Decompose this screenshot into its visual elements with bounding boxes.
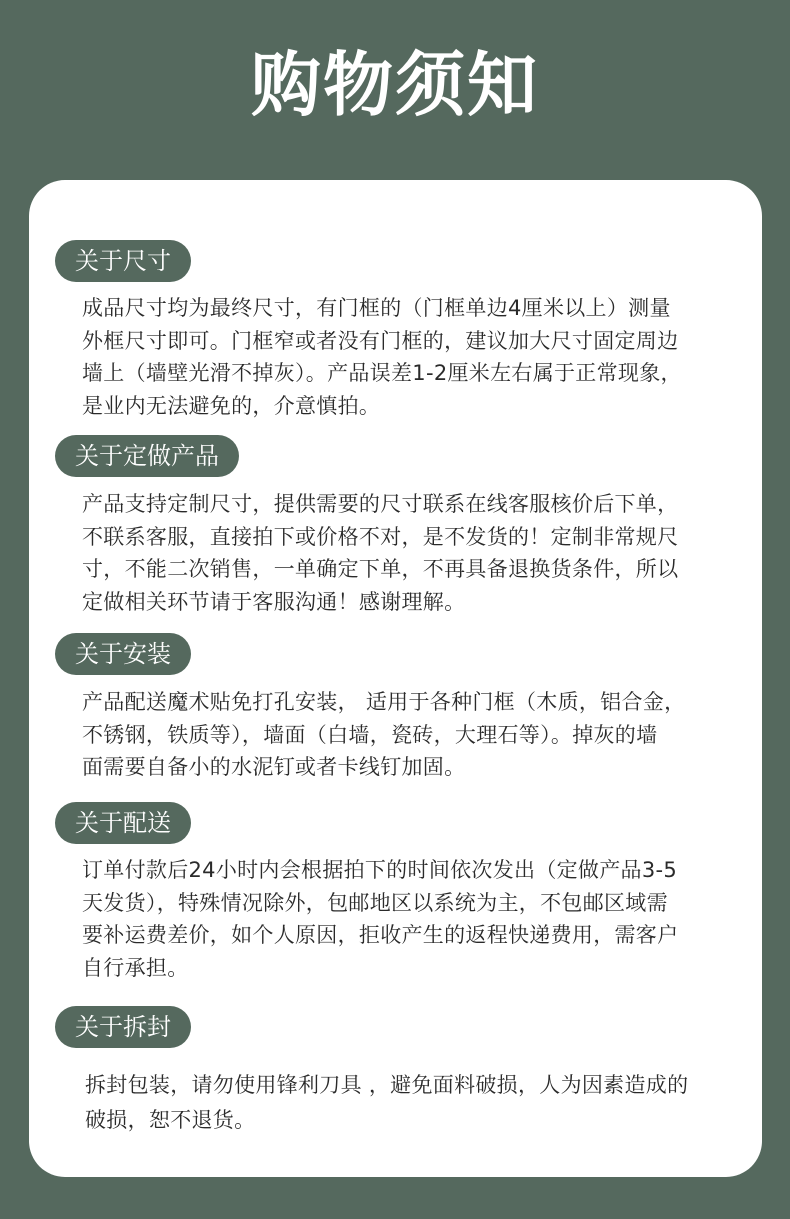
body-line: 墙上（墙壁光滑不掉灰）。产品误差1-2厘米左右属于正常现象， xyxy=(82,361,682,385)
section-body-delivery xyxy=(82,854,742,984)
body-line: 要补运费差价，如个人原因，拒收产生的返程快递费用，需客户 xyxy=(82,923,679,947)
section-body-install xyxy=(82,686,742,784)
body-line: 订单付款后24小时内会根据拍下的时间依次发出（定做产品3-5 xyxy=(82,858,678,882)
section-heading-install: 关于安装 xyxy=(55,633,191,675)
section-body-unpack xyxy=(85,1068,745,1138)
body-line: 产品配送魔术贴免打孔安装， 适用于各种门框（木质，铝合金， xyxy=(82,690,686,714)
page-title: 购物须知 xyxy=(251,44,539,126)
section-heading-custom: 关于定做产品 xyxy=(55,435,239,477)
body-line: 拆封包装，请勿使用锋利刀具 ，避免面料破损，人为因素造成的 xyxy=(85,1073,689,1097)
body-line: 产品支持定制尺寸，提供需要的尺寸联系在线客服核价后下单， xyxy=(82,492,679,516)
body-line: 面需要自备小的水泥钉或者卡线钉加固。 xyxy=(82,755,466,779)
body-line: 寸，不能二次销售，一单确定下单，不再具备退换货条件，所以 xyxy=(82,557,679,581)
body-line: 外框尺寸即可。门框窄或者没有门框的，建议加大尺寸固定周边 xyxy=(82,328,679,353)
body-line: 成品尺寸均为最终尺寸，有门框的（门框单边4厘米以上）测量 xyxy=(82,296,671,320)
section-heading-size: 关于尺寸 xyxy=(55,240,191,282)
body-line: 不联系客服，直接拍下或价格不对，是不发货的！定制非常规尺 xyxy=(82,524,679,549)
body-line: 定做相关环节请于客服沟通！感谢理解。 xyxy=(82,589,466,614)
section-body-size xyxy=(82,292,742,422)
body-line: 天发货），特殊情况除外，包邮地区以系统为主，不包邮区域需 xyxy=(82,890,668,915)
body-line: 不锈钢，铁质等），墙面（白墙，瓷砖，大理石等）。掉灰的墙 xyxy=(82,722,658,747)
section-heading-delivery: 关于配送 xyxy=(55,802,191,844)
body-line: 破损，恕不退货。 xyxy=(85,1108,256,1132)
body-line: 自行承担。 xyxy=(82,955,189,980)
section-body-custom xyxy=(82,488,742,618)
body-line: 是业内无法避免的，介意慎拍。 xyxy=(82,393,381,418)
section-heading-unpack: 关于拆封 xyxy=(55,1006,191,1048)
